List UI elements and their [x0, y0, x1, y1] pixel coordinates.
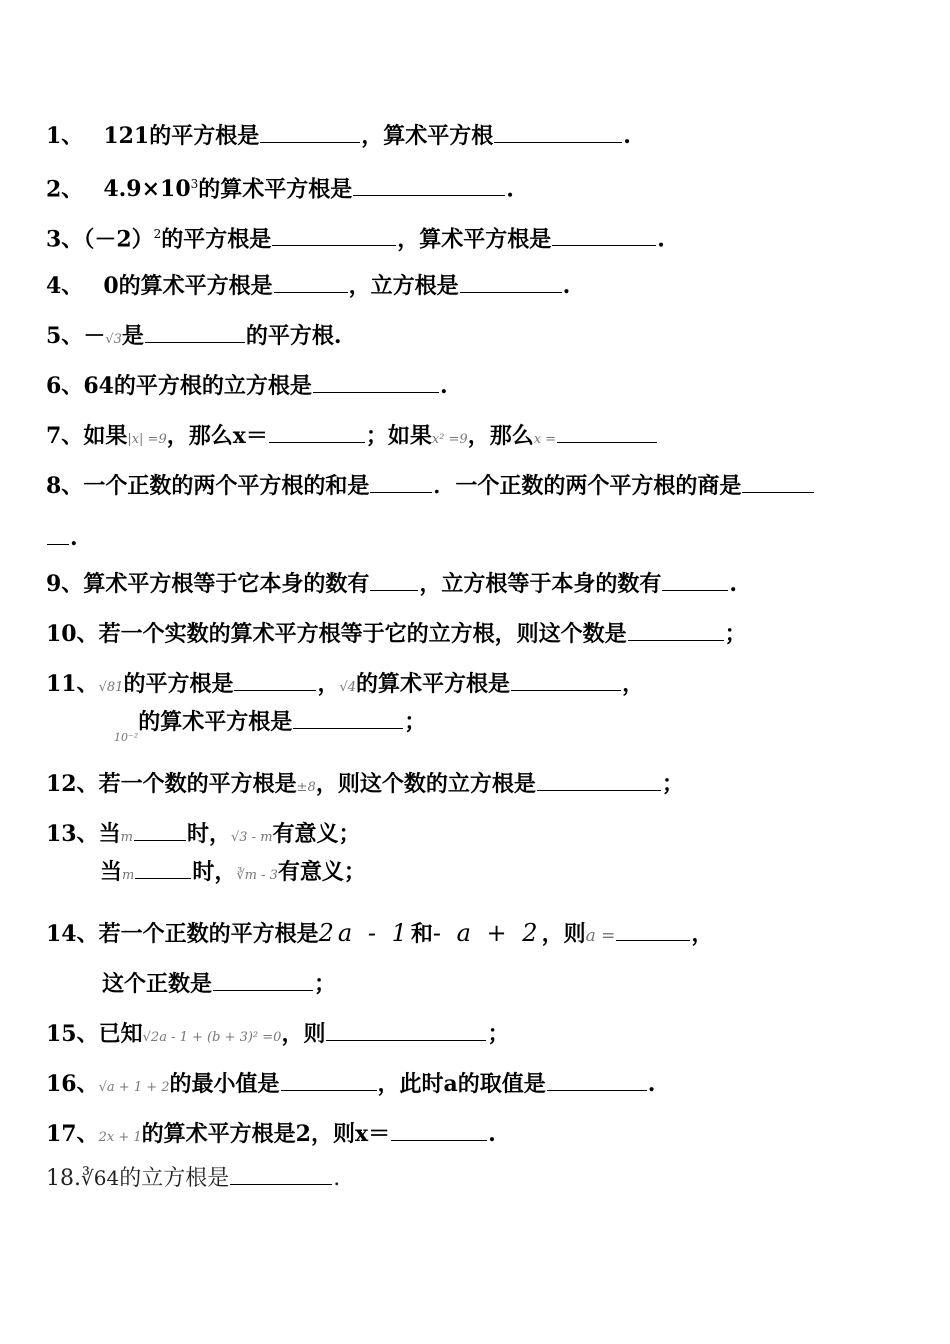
question-13-part-2: 当m 时，∛m - 3有意义；: [100, 856, 366, 890]
answer-blank[interactable]: [616, 918, 690, 941]
question-10: 10、若一个实数的算术平方根等于它的立方根，则这个数是 ；: [46, 618, 747, 648]
answer-blank[interactable]: [272, 223, 396, 246]
answer-blank[interactable]: [213, 968, 313, 991]
question-3: 3、$(-2)^2$的平方根是 ，算术平方根是 .: [46, 220, 665, 253]
question-1: 1、 121的平方根是 ，算术平方根 .: [46, 120, 631, 150]
question-16: 16、√a + 1 + 2的最小值是 ，此时a的取值是 .: [46, 1068, 655, 1102]
question-18: 18.∛64的立方根是 .: [46, 1162, 340, 1193]
answer-blank[interactable]: [134, 818, 186, 841]
answer-blank[interactable]: [494, 120, 622, 143]
question-6: 6、64的平方根的立方根是 .: [46, 370, 448, 400]
answer-blank[interactable]: [511, 668, 621, 691]
question-8-continued: .: [46, 522, 78, 552]
question-2: 2、 $4.9\times 10^3$的算术平方根是 .: [46, 170, 514, 203]
answer-blank[interactable]: [537, 768, 661, 791]
question-7: 7、如果|x| =9，那么x＝ ；如果x² =9，那么x =: [46, 420, 658, 454]
answer-blank[interactable]: [234, 668, 316, 691]
question-14-continued: 这个正数是 ；: [102, 968, 336, 998]
answer-blank[interactable]: [391, 1118, 487, 1141]
question-4: 4、 0的算术平方根是 ，立方根是 .: [46, 270, 570, 300]
question-17: 17、2x + 1的算术平方根是2，则x＝ .: [46, 1118, 496, 1152]
answer-blank[interactable]: [662, 568, 728, 591]
answer-blank[interactable]: [326, 1018, 486, 1041]
answer-blank[interactable]: [281, 1068, 377, 1091]
question-9: 9、算术平方根等于它本身的数有 ，立方根等于本身的数有 .: [46, 568, 737, 598]
question-11: 11、√81的平方根是 ，√4的算术平方根是 ，: [46, 668, 644, 702]
answer-blank[interactable]: [269, 420, 365, 443]
answer-blank[interactable]: [135, 856, 191, 879]
answer-blank[interactable]: [547, 1068, 647, 1091]
question-12: 12、若一个数的平方根是±8，则这个数的立方根是 ；: [46, 768, 684, 802]
answer-blank[interactable]: [293, 706, 403, 729]
answer-blank[interactable]: [460, 270, 562, 293]
question-8: 8、一个正数的两个平方根的和是 ．一个正数的两个平方根的商是: [46, 470, 815, 500]
answer-blank[interactable]: [145, 320, 245, 343]
answer-blank[interactable]: [628, 618, 724, 641]
question-5: 5、－√3是 的平方根.: [46, 320, 342, 354]
answer-blank[interactable]: [557, 420, 657, 443]
answer-blank[interactable]: [370, 470, 432, 493]
answer-blank[interactable]: [260, 120, 360, 143]
answer-blank[interactable]: [353, 173, 505, 196]
answer-blank[interactable]: [313, 370, 439, 393]
answer-blank[interactable]: [230, 1162, 332, 1185]
answer-blank[interactable]: [370, 568, 418, 591]
answer-blank[interactable]: [274, 270, 348, 293]
answer-blank-continued[interactable]: [47, 522, 69, 545]
question-13: 13、当m 时，√3 - m有意义；: [46, 818, 361, 852]
answer-blank[interactable]: [742, 470, 814, 493]
question-15: 15、已知√2a - 1 + (b + 3)² =0，则 ；: [46, 1018, 509, 1052]
answer-blank[interactable]: [552, 223, 656, 246]
question-14: 14、若一个正数的平方根是2a - 1和- a + 2，则a = ，: [46, 919, 714, 947]
question-11-continued: $_{10^{-2}}$的算术平方根是 ；: [114, 706, 426, 752]
